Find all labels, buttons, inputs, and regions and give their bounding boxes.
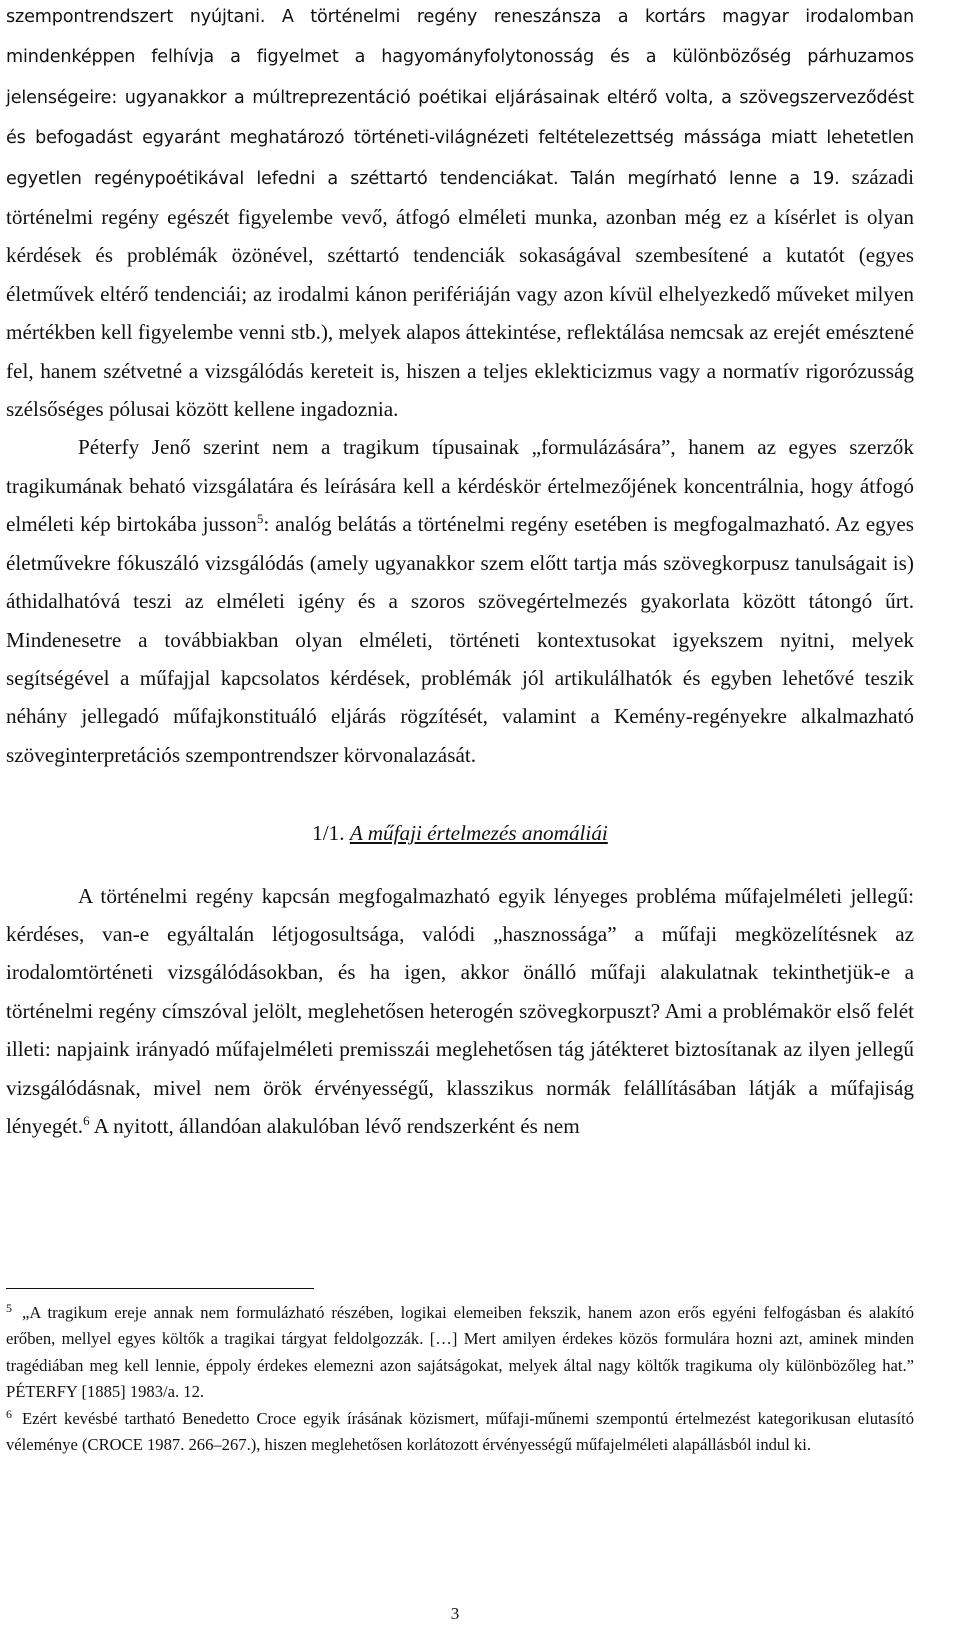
footnote-separator xyxy=(6,1288,314,1289)
paragraph-1-serif-part: századi történelmi regény egészét figyelembe vevő, átfogó elméleti munka, azonban még ez a kísérlet is olyan kérdések és problémák özönével, széttartó tendenciák sokaságával szembesítené a kutatót (egyes életművek eltérő tendenciái; az irodalmi kánon perifériáján vagy azon kívül elhelyezkedő műveket milyen mértékben kell figyelembe venni stb.), melyek alapos áttekintése, reflektálása nemcsak az erejét emésztené fel, hanem szétvetné a vizsgálódás kereteit is, hiszen a teljes eklekticizmus vagy a normatív rigorózusság szélsőséges pólusai között kellene ingadoznia. xyxy=(6,164,914,422)
footnote-text: „A tragikum ereje annak nem formulázható részében, logikai elemeiben fekszik, hanem azon erős egyéni felfogásban és alakító erőben, mellyel egyes költők a tragikai tárgyat feldolgozzák. […] Mert amilyen érdekes közös formulára hozni azt, aminek minden tragédiában meg kell lennie, éppoly érdekes elemezni azon sajátságokat, melyek által nagy költők tragikuma oly különbözőleg hat.” PÉTERFY [1885] 1983/a. 12. xyxy=(6,1303,914,1402)
footnotes xyxy=(6,1300,914,1458)
section-heading xyxy=(6,814,914,852)
paragraph-2-text-b: : analóg belátás a történelmi regény esetében is megfogalmazható. Az egyes életművekre fókuszáló vizsgálódás (amely ugyanakkor szem előtt tartja más szövegkorpusz tanulságait is) áthidalhatóvá teszi az elméleti igény és a szoros szövegértelmezés gyakorlata között tátongó űrt. Mindenesetre a továbbiakban olyan elméleti, történeti kontextusokat igyekszem nyitni, melyek segítségével a műfajjal kapcsolatos kérdések, problémák jól artikulálhatók és egyben lehetővé teszik néhány jellegadó műfajkonstituáló eljárás rögzítését, valamint a Kemény-regényekre alkalmazható szöveginterpretációs szempontrendszer körvonalazását. xyxy=(6,512,914,767)
paragraph-3 xyxy=(6,877,914,1146)
paragraph-2 xyxy=(6,428,914,774)
paragraph-1-sans-part: szempontrendszert nyújtani. A történelmi regény reneszánsza a kortárs magyar irodalomban mindenképpen felhívja a figyelmet a hagyományfolytonosság és a különbözőség párhuzamos jelenségeire: ugyanakkor a múltreprezentáció poétikai eljárásainak eltérő volta, a szövegszerveződést és befogadást egyaránt meghatározó történeti-világnézeti feltételezettség mássága miatt lehetetlen egyetlen regénypoétikával lefedni a széttartó tendenciákat. Talán megírható lenne a 19. xyxy=(6,7,914,189)
footnote-ref-6: 6 xyxy=(83,1112,90,1128)
main-text xyxy=(6,0,914,1145)
paragraph-3-text-b: A nyitott, állandóan alakulóban lévő rendszerként és nem xyxy=(89,1113,580,1138)
footnote-5 xyxy=(6,1300,914,1406)
section-number: 1/1. xyxy=(312,821,345,846)
paragraph-3-text-a: A történelmi regény kapcsán megfogalmazható egyik lényeges probléma műfajelméleti jellegű: kérdéses, van-e egyáltalán létjogosultsága, valódi „hasznossága” a műfaji megközelítésnek az irodalomtörténeti vizsgálódásokban, és ha igen, akkor önálló műfaji alakulatnak tekinthetjük-e a történelmi regény címszóval jelölt, meglehetősen heterogén szövegkorpuszt? Ami a problémakör első felét illeti: napjaink irányadó műfajelméleti premisszái meglehetősen tág játékteret biztosítanak az ilyen jellegű vizsgálódásnak, mivel nem örök érvényességű, klasszikus normák felállításában látják a műfajiság lényegét. xyxy=(6,883,914,1138)
footnote-number: 5 xyxy=(6,1301,12,1315)
footnote-ref-5: 5 xyxy=(256,511,264,527)
paragraph-2-text-a: Péterfy Jenő szerint nem a tragikum típusainak „formulázására”, hanem az egyes szerzők tragikumának beható vizsgálatára és leírására kell a kérdéskör értelmezőjének koncentrálnia, hogy átfogó elméleti kép birtokába jusson xyxy=(6,435,914,537)
page-number: 3 xyxy=(450,1604,460,1623)
paragraph-1 xyxy=(6,0,914,428)
footnote-text: Ezért kevésbé tartható Benedetto Croce egyik írásának közismert, műfaji-műnemi szempontú értelmezést kategorikusan elutasító véleménye (CROCE 1987. 266–267.), hiszen meglehetősen korlátozott érvényességű műfajelméleti alapállásból indul ki. xyxy=(6,1408,914,1455)
footnote-6 xyxy=(6,1406,914,1459)
footnote-number: 6 xyxy=(6,1406,12,1421)
section-title: A műfaji értelmezés anomáliái xyxy=(349,821,608,846)
